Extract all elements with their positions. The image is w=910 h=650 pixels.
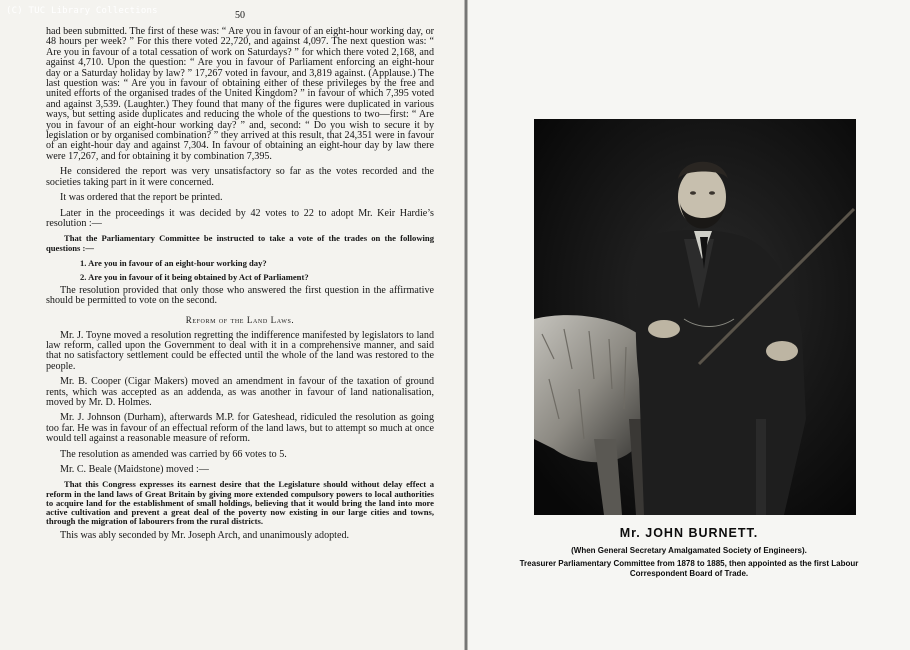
right-page bbox=[468, 0, 910, 650]
paragraph-johnson: Mr. J. Johnson (Durham), afterwards M.P. for Gateshead, ridiculed the resolution as going too far. He was in favour of an effectual reform of the land laws, but to attempt so much at once would tell against a reasonable measure of reform. bbox=[46, 412, 434, 445]
question-eight-hour-day: 1. Are you in favour of an eight-hour working day? bbox=[80, 257, 267, 268]
paragraph-carried: The resolution as amended was carried by 66 votes to 5. bbox=[60, 448, 287, 460]
paragraph-keir-hardie: Later in the proceedings it was decided by 42 votes to 22 to adopt Mr. Keir Hardie’s resolution :— bbox=[46, 207, 434, 229]
portrait-caption-name: Mr. JOHN BURNETT. bbox=[619, 526, 759, 540]
section-heading: Reform of the Land Laws. bbox=[185, 314, 295, 325]
paragraph-resolution-provided: The resolution provided that only those who answered the first question in the affirmative should be permitted to vote on the second. bbox=[46, 284, 434, 307]
paragraph-toyne: Mr. J. Toyne moved a resolution regretting the indifference manifested by legislators to land law reform, called upon the Government to deal with it in a comprehensive manner, and said that no satisfactory settlement could be effected until the whole of the land was restored to the people. bbox=[46, 329, 434, 372]
paragraph-report-unsatisfactory: He considered the report was very unsatisfactory so far as the votes recorded and the societies taking part in it were concerned. bbox=[46, 166, 434, 188]
question-act-of-parliament: 2. Are you in favour of it being obtained by Act of Parliament? bbox=[80, 271, 309, 282]
paragraph-closing: This was ably seconded by Mr. Joseph Arch, and unanimously adopted. bbox=[60, 530, 350, 542]
paragraph-cooper: Mr. B. Cooper (Cigar Makers) moved an amendment in favour of the taxation of ground rents, which was accepted as an addenda, as was another in favour of land nationalisation, moved by Mr. D. Holmes. bbox=[46, 376, 434, 408]
page-number: 50 bbox=[235, 10, 245, 21]
paragraph-vote-results: had been submitted. The first of these was: “ Are you in favour of an eight-hour working day, or 48 hours per week? ” For this there voted 22,720, and against 4,097. The next question was: “ Are you in favour of a total cessation of work on Saturdays? ” for which there voted 2,168, and against 4,710. Upon the question: “ Are you in favour of Parliament enforcing an eight-hour day or a Saturday holiday by law? ” 17,267 voted in favour, and 3,819 against. (Applause.) The last question was: “ Are you in favour of obtaining either of these privileges by the free and united efforts of the organised trades of the United Kingdom? ” in favour of which 7,395 voted and against 3,539. (Laughter.) They found that many of the figures were duplicated in various ways, but setting aside duplicates and reducing the whole of the questions to two—first: “ Are you in favour of an eight-hour working day? ” and, second: “ Do you wish to secure it by legislation or by organised combination? ” they arrived at this result, that 24,351 were in favour of an eight-hour day and against 7,304. In favour of obtaining an eight-hour day by law there were 17,267, and for obtaining it by combination 7,395. bbox=[46, 26, 434, 162]
portrait-caption-detail: Treasurer Parliamentary Committee from 1878 to 1885, then appointed as the first Labour Correspondent Board of Trade. bbox=[519, 559, 859, 578]
body-text bbox=[46, 27, 434, 542]
portrait-photograph bbox=[534, 119, 856, 515]
portrait-illustration bbox=[534, 119, 856, 515]
copyright-watermark: (C) TUC Library Collections bbox=[6, 6, 158, 16]
portrait-caption-subtitle: (When General Secretary Amalgamated Society of Engineers). bbox=[571, 546, 807, 555]
paragraph-beale: Mr. C. Beale (Maidstone) moved :— bbox=[60, 464, 209, 475]
resolution-land-laws: That this Congress expresses its earnest desire that the Legislature should without delay effect a reform in the land laws of Great Britain by giving more extended compulsory powers to local authorities to acquire land for the establishment of small holdings, believing that it would bring the land into more active cultivation and prevent a great deal of the poverty now existing in our large cities and towns, through the migration of labourers from the rural districts. bbox=[46, 479, 434, 527]
resolution-parliamentary-committee: That the Parliamentary Committee be instructed to take a vote of the trades on the following questions :— bbox=[46, 233, 434, 253]
paragraph-report-printed: It was ordered that the report be printed. bbox=[60, 192, 223, 204]
